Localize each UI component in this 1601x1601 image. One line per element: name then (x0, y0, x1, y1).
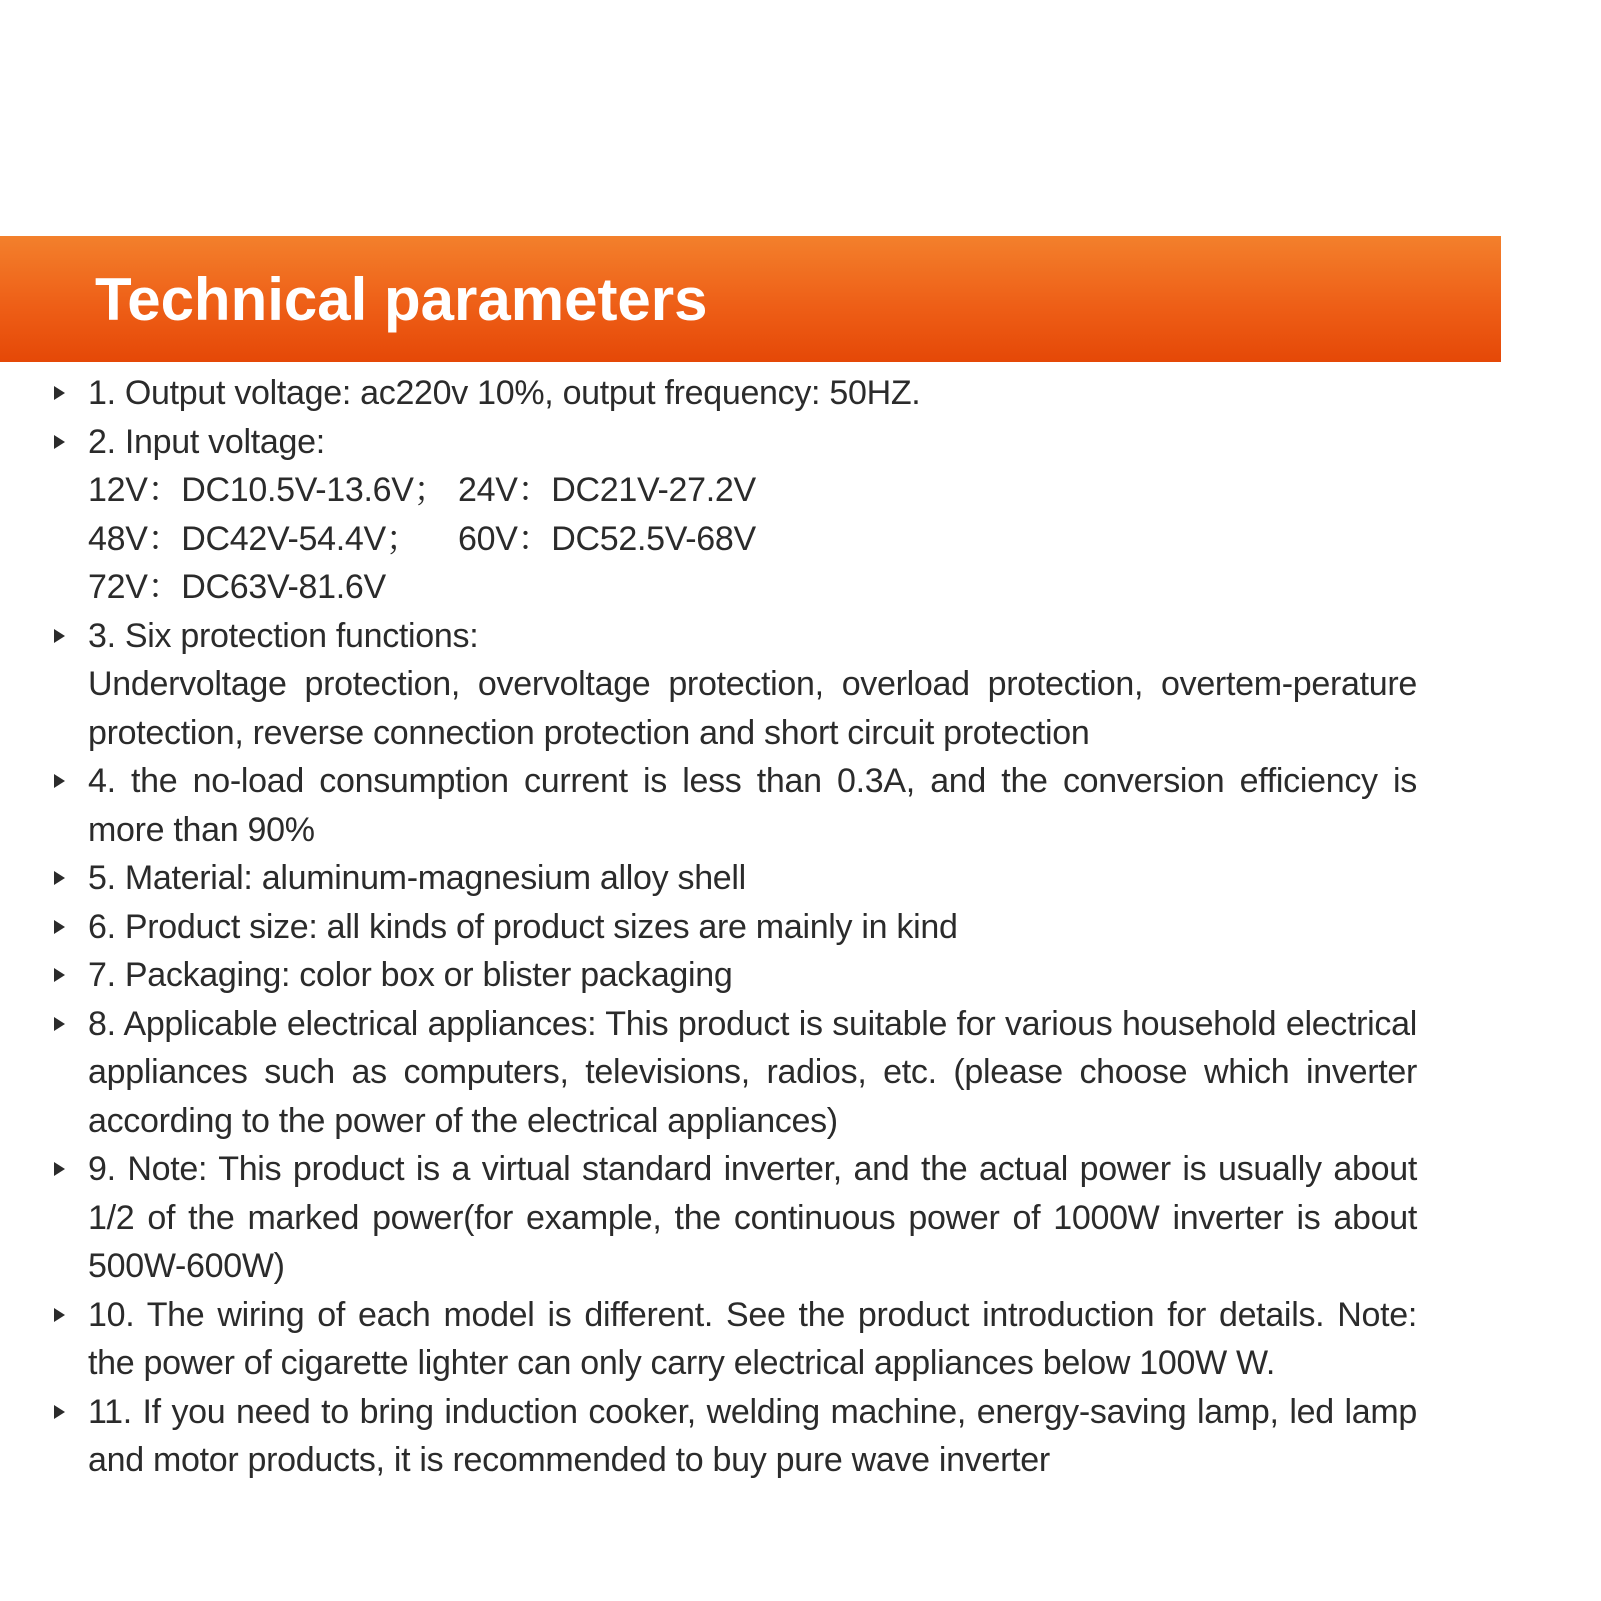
list-item-packaging (0, 951, 1417, 1000)
list-item-note (0, 1145, 1417, 1291)
item-text: 3. Six protection functions: (88, 616, 479, 655)
bullet-icon (54, 386, 65, 400)
list-item-pure-wave (0, 1388, 1417, 1485)
item-text: 4. the no-load consumption current is less than 0.3A, and the conversion efficiency is more than 90% (88, 762, 1417, 849)
list-item-product-size (0, 903, 1417, 952)
bullet-icon (54, 871, 65, 885)
list-item-consumption (0, 757, 1417, 854)
item-text: 6. Product size: all kinds of product sizes are mainly in kind (88, 907, 958, 946)
voltage-48v: 48V：DC42V-54.4V； (88, 519, 420, 558)
bullet-icon (54, 774, 65, 788)
page-title: Technical parameters (95, 266, 708, 333)
list-item-protection (0, 612, 1417, 758)
item-text: 5. Material: aluminum-magnesium alloy shell (88, 859, 746, 897)
parameter-list (0, 369, 1601, 1485)
list-item-input-voltage (0, 418, 1417, 612)
header-banner (0, 236, 1501, 362)
voltage-table (88, 466, 1417, 612)
list-item-appliances (0, 1000, 1417, 1146)
bullet-icon (54, 920, 65, 934)
item-text: 10. The wiring of each model is different. See the product introduction for details. Note: the power of cigarette lighter can only carry electrical appliances below 100W W. (88, 1295, 1417, 1382)
item-text: 8. Applicable electrical appliances: This product is suitable for various household electrical appliances such as computers, televisions, radios, etc. (please choose which inverter according to the power of the electrical appliances) (88, 1004, 1417, 1140)
list-item-wiring (0, 1291, 1417, 1388)
item-text: 11. If you need to bring induction cooker, welding machine, energy-saving lamp, led lamp and motor products, it is recommended to buy pure wave inverter (88, 1392, 1417, 1479)
item-text: 1. Output voltage: ac220v 10%, output frequency: 50HZ. (88, 374, 921, 412)
bullet-icon (54, 435, 65, 449)
voltage-72v: 72V：DC63V-81.6V (88, 568, 386, 606)
voltage-24v: 24V：DC21V-27.2V (458, 471, 756, 509)
bullet-icon (54, 1017, 65, 1031)
voltage-12v: 12V：DC10.5V-13.6V； (88, 471, 448, 509)
bullet-icon (54, 1405, 65, 1419)
item-detail: Undervoltage protection, overvoltage protection, overload protection, overtem-perature protection, reverse connection protection and short circuit protection (88, 665, 1417, 752)
list-item-output-voltage (0, 369, 1417, 418)
bullet-icon (54, 1162, 65, 1176)
bullet-icon (54, 629, 65, 643)
item-text: 2. Input voltage: (88, 422, 325, 461)
item-text: 9. Note: This product is a virtual standard inverter, and the actual power is usually about 1/2 of the marked power(for example, the continuous power of 1000W inverter is about 500W-600W) (88, 1150, 1417, 1285)
list-item-material (0, 854, 1417, 903)
item-text: 7. Packaging: color box or blister packaging (88, 956, 733, 994)
bullet-icon (54, 968, 65, 982)
voltage-60v: 60V：DC52.5V-68V (458, 519, 756, 558)
bullet-icon (54, 1308, 65, 1322)
